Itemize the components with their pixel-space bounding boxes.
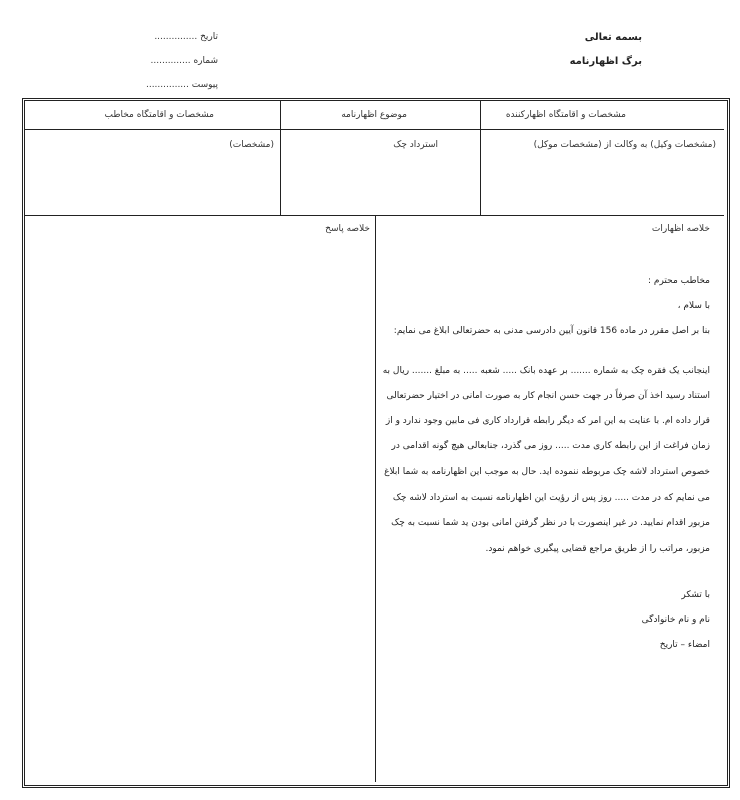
cell-subject: استرداد چک xyxy=(393,140,438,150)
summary-divider xyxy=(375,215,376,782)
greeting: با سلام ، xyxy=(677,301,710,311)
header-title: بسمه تعالی xyxy=(584,32,642,43)
body-line: استناد رسید اخذ آن صرفاً در جهت حسن انجام کار به صورت امانی در اختیار حضرتعالی xyxy=(386,391,710,401)
name-line: نام و نام خانوادگی xyxy=(641,615,710,625)
header-row-divider xyxy=(24,129,724,130)
body-line: اینجانب یک فقره چک به شماره ....... بر عهده بانک ..... شعبه ..... به مبلغ ....... ریال به xyxy=(382,366,710,376)
date-field: تاریخ ............... xyxy=(154,32,218,42)
salutation: مخاطب محترم : xyxy=(647,276,710,286)
body-line: قرار داده ام. با عنایت به این امر که دیگر رابطه قرارداد کاری فی مابین وجود ندارد و از xyxy=(385,416,710,426)
number-field: شماره .............. xyxy=(150,56,218,66)
col-divider-right xyxy=(480,101,481,215)
cell-declarant: (مشخصات وکیل) به وکالت از (مشخصات موکل) xyxy=(533,140,716,150)
col-divider-left xyxy=(280,101,281,215)
header-declarant: مشخصات و اقامتگاه اظهارکننده xyxy=(505,110,626,120)
signature-line: امضاء – تاریخ xyxy=(659,640,710,650)
declaration-title: خلاصه اظهارات xyxy=(651,224,710,234)
header-subject: موضوع اظهارنامه xyxy=(341,110,407,120)
body-line: می نمایم که در مدت ..... روز پس از رؤیت این اظهارنامه نسبت به استرداد لاشه چک xyxy=(392,493,710,503)
thanks-line: با تشکر xyxy=(681,590,710,600)
cell-addressee: (مشخصات) xyxy=(229,140,274,150)
body-line: مزبور، مراتب را از طریق مراجع قضایی پیگیری خواهم نمود. xyxy=(485,544,710,554)
attachment-field: پیوست ............... xyxy=(145,80,218,90)
body-line: زمان فراغت از این رابطه کاری مدت ..... روز می گذرد، جنابعالی هیچ گونه اقدامی در xyxy=(391,441,710,451)
intro-line: بنا بر اصل مقرر در ماده 156 قانون آیین دادرسی مدنی به حضرتعالی ابلاغ می نمایم: xyxy=(393,326,710,336)
body-line: خصوص استرداد لاشه چک مربوطه ننموده اید. حال به موجب این اظهارنامه به شما ابلاغ xyxy=(384,467,710,477)
form-name: برگ اظهارنامه xyxy=(569,56,642,67)
table-bottom-divider xyxy=(24,215,724,216)
body-line: مزبور اقدام نمایید. در غیر اینصورت با در نظر گرفتن امانی بودن ید شما نسبت به چک xyxy=(391,518,710,528)
header-addressee: مشخصات و اقامتگاه مخاطب xyxy=(104,110,214,120)
reply-title: خلاصه پاسخ xyxy=(325,224,370,234)
